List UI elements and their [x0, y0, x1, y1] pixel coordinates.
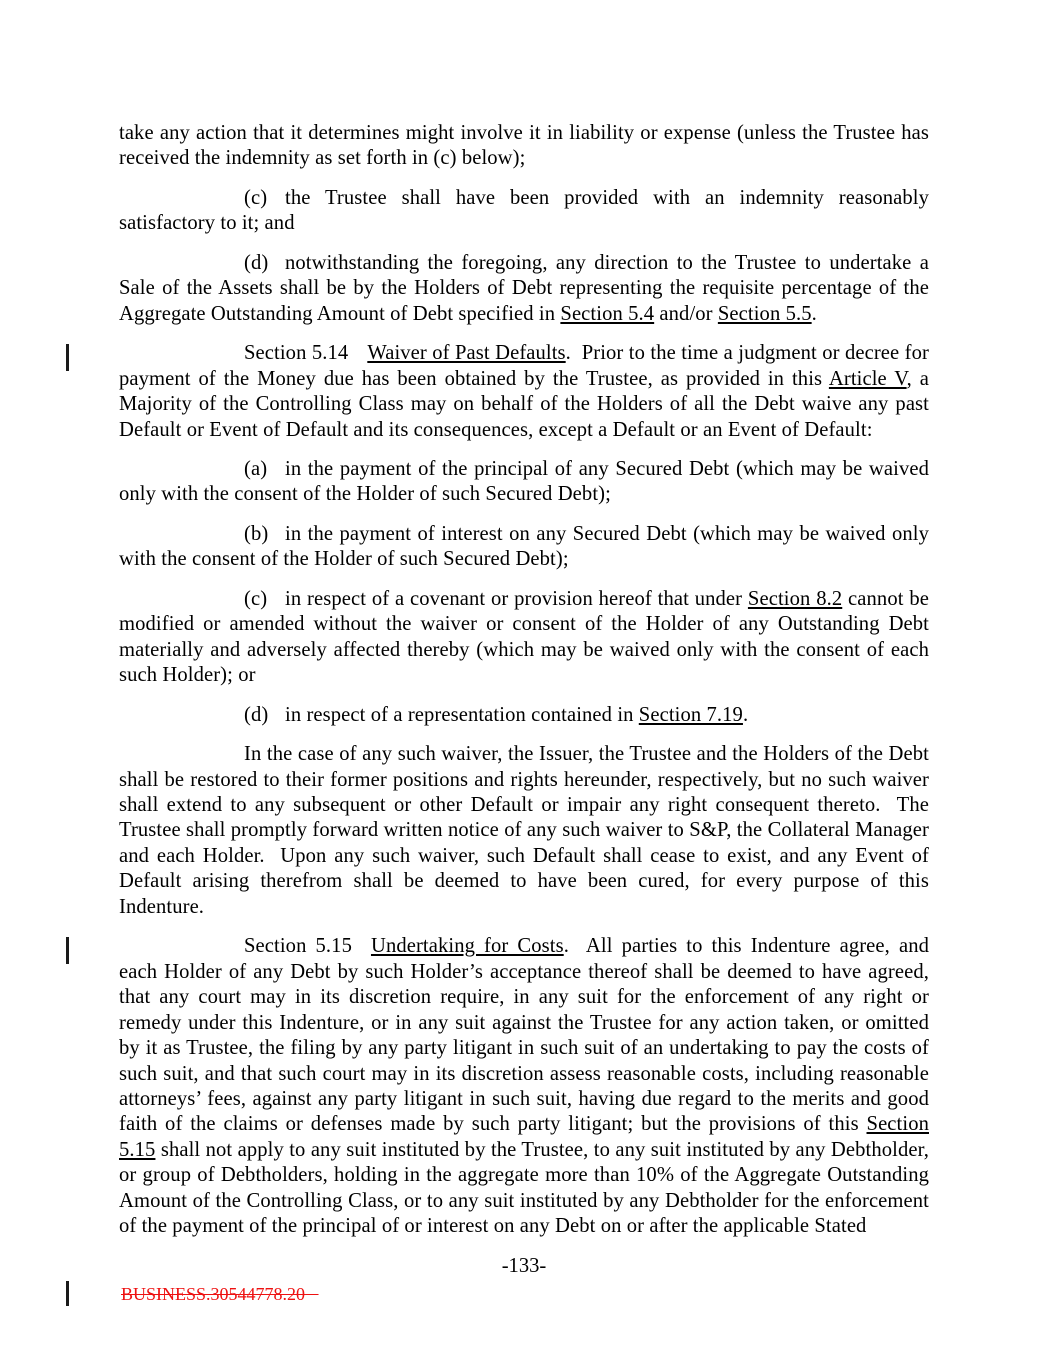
- text-run: , a Majority of the Controlling Class may on behalf of the Holders of all the Debt waive any past Default or Event of Default and its consequences, except a Default or an Event of Default:: [119, 367, 929, 441]
- cross-reference: Section 8.2: [747, 587, 843, 610]
- list-item-paragraph: [119, 457, 929, 508]
- cross-reference: Section 7.19: [638, 703, 743, 726]
- text-run: take any action that it determines might involve it in liability or expense (unless the Trustee has received the indemnity as set forth in (c) below);: [119, 122, 929, 170]
- text-run: the Trustee shall have been provided with an indemnity reasonably satisfactory to it; and: [119, 186, 929, 235]
- text-run: notwithstanding the foregoing, any direction to the Trustee to undertake a Sale of the Assets shall be by the Holders of Debt representing the requisite percentage of the Aggregate Outstanding Amount of Debt specified in: [119, 251, 929, 325]
- text-run: .: [742, 703, 749, 726]
- footer-doc-id: BUSINESS.30544778.20: [121, 1284, 306, 1304]
- text-run: . Prior to the time a judgment or decree for payment of the Money due has been obtained by the Trustee, as provided in this: [119, 342, 929, 390]
- section-paragraph: [119, 341, 929, 443]
- change-bar: [66, 937, 69, 964]
- cross-reference: Section 5.4: [560, 302, 655, 325]
- list-item-label: (c): [244, 186, 268, 209]
- cross-reference: Article V: [828, 367, 907, 390]
- list-item-paragraph: [119, 703, 929, 728]
- cross-reference: Section 5.5: [717, 302, 812, 325]
- section-number: Section 5.15: [244, 935, 352, 958]
- page-number: -133-: [501, 1255, 547, 1277]
- list-item-label: (a): [244, 457, 268, 480]
- body-paragraph: [119, 121, 929, 172]
- list-item-paragraph: [119, 251, 929, 327]
- section-paragraph: [119, 934, 929, 1239]
- text-run: . All parties to this Indenture agree, and each Holder of any Debt by such Holder’s acceptance thereof shall be deemed to have agreed, that any court may in its discretion require, in any suit for the enforcement of any right or remedy under this Indenture, or in any suit against the Trustee for any action taken, or omitted by it as Trustee, the filing by any party litigant in such suit of an undertaking to pay the costs of such suit, and that such court may in its discretion assess reasonable costs, including reasonable attorneys’ fees, against any party litigant in such suit, having due regard to the merits and good faith of the claims or defenses made by such party litigant; but the provisions of this: [119, 935, 929, 1136]
- text-run: in the payment of the principal of any Secured Debt (which may be waived only with the consent of the Holder of such Secured Debt);: [119, 457, 929, 506]
- text-run: in respect of a representation contained in: [285, 703, 639, 726]
- list-item-label: (b): [244, 522, 269, 545]
- section-number: Section 5.14: [244, 342, 349, 365]
- text-run: in the payment of interest on any Secured Debt (which may be waived only with the consent of the Holder of such Secured Debt);: [119, 522, 929, 571]
- text-run: In the case of any such waiver, the Issuer, the Trustee and the Holders of the Debt shall be restored to their former positions and rights hereunder, respectively, but no such waiver shall extend to any subsequent or other Default or impair any right consequent thereto. The Trustee shall promptly forward written notice of any such waiver to S&P, the Collateral Manager and each Holder. Upon any such waiver, such Default shall cease to exist, and any Event of Default arising therefrom shall be deemed to have been cured, for every purpose of this Indenture.: [119, 743, 929, 918]
- text-run: shall not apply to any suit instituted by the Trustee, to any suit instituted by any Debtholder, or group of Debtholders, holding in the aggregate more than 10% of the Aggregate Outstanding Amount of the Controlling Class, or to any suit instituted by any Debtholder for the enforcement of the payment of the principal of or interest on any Debt on or after the applicable Stated: [119, 1138, 929, 1238]
- list-item-paragraph: [119, 522, 929, 573]
- cross-reference: Undertaking for Costs: [370, 935, 564, 958]
- change-bar: [66, 344, 69, 371]
- cross-reference: Section 5.15: [119, 1113, 929, 1161]
- body-paragraph: [119, 742, 929, 920]
- text-run: and/or: [654, 302, 718, 325]
- list-item-paragraph: [119, 587, 929, 689]
- list-item-label: (d): [244, 251, 269, 274]
- text-run: .: [811, 302, 817, 325]
- list-item-label: (c): [244, 587, 268, 610]
- cross-reference: Waiver of Past Defaults: [367, 342, 566, 365]
- footer-row: [121, 1283, 319, 1305]
- document-body: [119, 121, 929, 1254]
- list-item-paragraph: [119, 186, 929, 237]
- list-item-label: (d): [244, 703, 269, 726]
- change-bar: [66, 1281, 69, 1306]
- text-run: cannot be modified or amended without the waiver or consent of the Holder of any Outstanding Debt materially and adversely affected thereby (which may be waived only with the consent of each such Holder); or: [119, 587, 929, 687]
- text-run: in respect of a covenant or provision hereof that under: [285, 587, 748, 610]
